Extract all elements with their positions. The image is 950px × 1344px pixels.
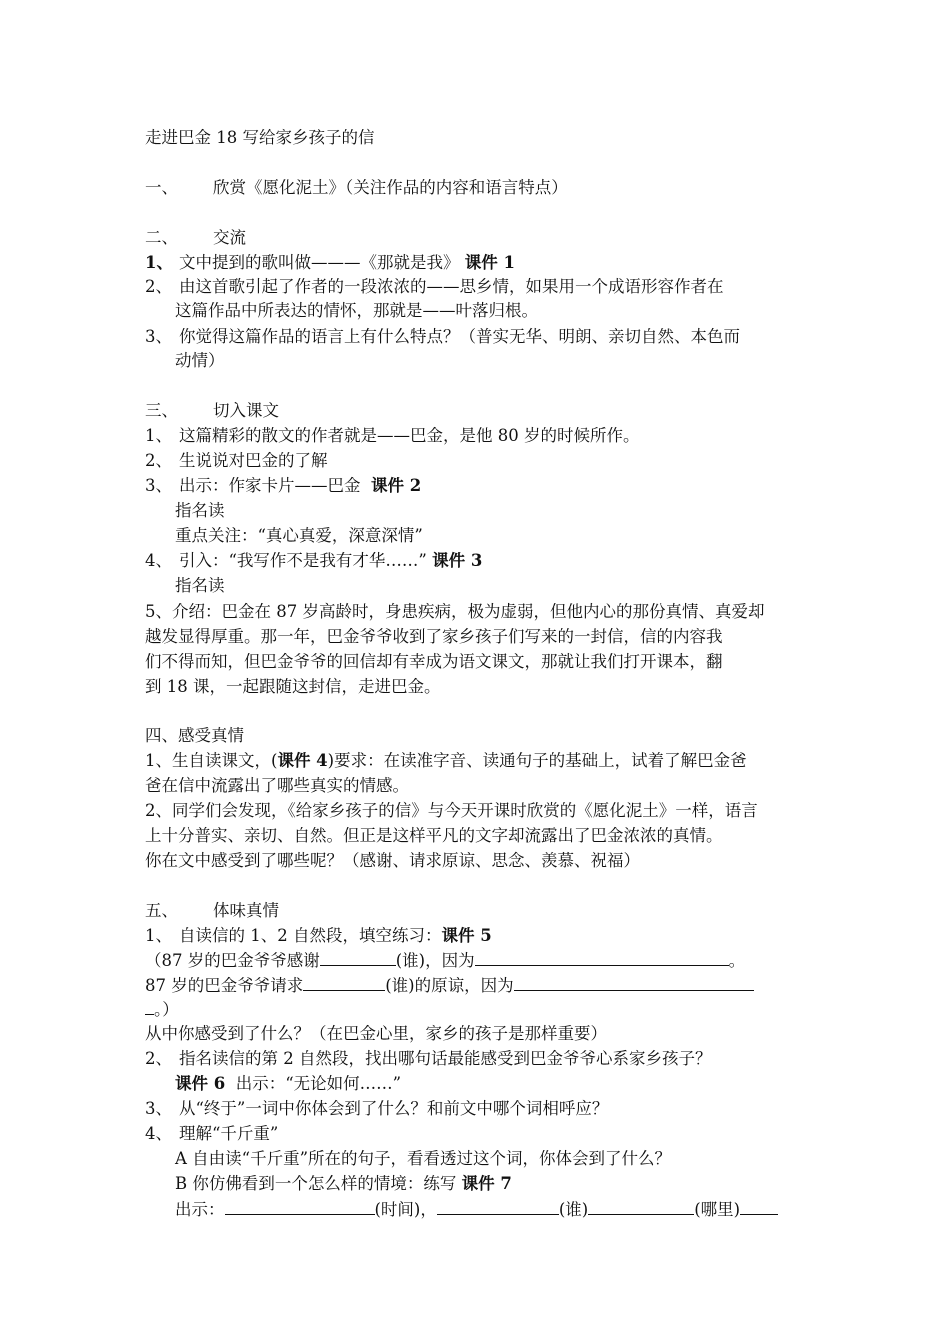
fill-text: （87 岁的巴金爷爷感谢 (145, 951, 320, 970)
list-item (145, 1047, 810, 1071)
item-text: 生说说对巴金的了解 (179, 451, 328, 470)
item-subline: 指名读 (175, 501, 225, 520)
item-text: 引入：“我写作不是我有才华……” (179, 551, 427, 570)
section-number: 三、 (145, 401, 178, 420)
fill-blank-line (145, 997, 810, 1022)
item-number: 3、 (145, 1099, 172, 1118)
list-item (145, 251, 810, 275)
list-item (145, 549, 810, 573)
list-item (145, 325, 810, 349)
item-subline (175, 1072, 840, 1096)
blank-line[interactable] (320, 948, 396, 966)
blank-line[interactable] (740, 1197, 778, 1215)
section-number: 一、 (145, 178, 178, 197)
list-item (145, 924, 810, 948)
paragraph-line: 越发显得厚重。那一年，巴金爷爷收到了家乡孩子们写来的一封信，信的内容我 (145, 627, 723, 646)
fill-text: 87 岁的巴金爷爷请求 (145, 976, 304, 995)
fill-text: 出示： (175, 1200, 225, 1219)
item-subline: 指名读 (175, 576, 225, 595)
blank-line[interactable] (225, 1197, 375, 1215)
courseware-ref: 课件 3 (432, 551, 483, 570)
list-item (145, 474, 810, 498)
item-number: 3、 (145, 327, 172, 346)
item-text: 从“终于”一词中你体会到了什么？和前文中哪个词相呼应？ (179, 1099, 609, 1118)
section-text: 交流 (213, 228, 246, 247)
fill-text: 。 (728, 951, 746, 970)
courseware-ref: 课件 4 (277, 751, 328, 770)
paragraph-line: 爸在信中流露出了哪些真实的情感。 (145, 776, 409, 795)
blank-line[interactable] (145, 997, 154, 1015)
fill-blank-line (145, 948, 825, 973)
courseware-ref: 课件 2 (371, 476, 422, 495)
paragraph-line: 你在文中感受到了哪些呢？（感谢、请求原谅、思念、羡慕、祝福） (145, 851, 640, 870)
fill-text: (哪里) (694, 1200, 741, 1219)
section-1-heading (145, 176, 810, 200)
section-2-heading (145, 226, 810, 250)
courseware-ref: 课件 6 (175, 1074, 226, 1093)
paragraph-line: 5、介绍：巴金在 87 岁高龄时，身患疾病，极为虚弱，但他内心的那份真情、真爱却 (145, 602, 765, 621)
section-text: 欣赏《愿化泥土》（关注作品的内容和语言特点） (213, 178, 568, 197)
blank-line[interactable] (588, 1197, 694, 1215)
paragraph-line: 到 18 课，一起跟随这封信，走进巴金。 (145, 677, 441, 696)
section-4-heading: 四、感受真情 (145, 726, 244, 745)
item-text: 这篇精彩的散文的作者就是——巴金，是他 80 岁的时候所作。 (179, 426, 640, 445)
item-text: 出示：“无论如何……” (235, 1074, 402, 1093)
section-number: 二、 (145, 228, 178, 247)
item-text: B 你仿佛看到一个怎么样的情境：练写 (175, 1174, 457, 1193)
blank-line[interactable] (475, 948, 729, 966)
fill-text: (时间)， (374, 1200, 437, 1219)
blank-line[interactable] (514, 973, 754, 991)
list-item (145, 275, 810, 299)
fill-blank-line (145, 973, 825, 998)
item-text: 出示：作家卡片——巴金 (179, 476, 361, 495)
item-text: 1、生自读课文，( (145, 751, 278, 770)
blank-line[interactable] (303, 973, 385, 991)
item-text: 自读信的 1、2 自然段，填空练习： (179, 926, 442, 945)
paragraph-line: 2、同学们会发现，《给家乡孩子的信》与今天开课时欣赏的《愿化泥土》一样，语言 (145, 801, 758, 820)
item-text: 你觉得这篇作品的语言上有什么特点？（普实无华、明朗、亲切自然、本色而 (179, 327, 740, 346)
item-number: 2、 (145, 1049, 172, 1068)
paragraph-line (145, 749, 810, 773)
courseware-ref: 课件 5 (441, 926, 492, 945)
fill-text: (谁)，因为 (395, 951, 475, 970)
item-continuation: 动情） (175, 351, 225, 370)
item-text: 文中提到的歌叫做———《那就是我》 (179, 253, 460, 272)
paragraph-line: 从中你感受到了什么？（在巴金心里，家乡的孩子是那样重要） (145, 1024, 607, 1043)
courseware-ref: 课件 7 (461, 1174, 512, 1193)
fill-blank-line (175, 1197, 815, 1222)
section-3-heading (145, 399, 810, 423)
item-number: 4、 (145, 551, 172, 570)
item-text: )要求：在读准字音、读通句子的基础上，试着了解巴金爸 (327, 751, 747, 770)
item-text: 指名读信的第 2 自然段，找出哪句话最能感受到巴金爷爷心系家乡孩子？ (179, 1049, 712, 1068)
item-continuation: 这篇作品中所表达的情怀，那就是——叶落归根。 (175, 301, 538, 320)
item-number: 1、 (145, 426, 172, 445)
blank-line[interactable] (437, 1197, 559, 1215)
item-text: 理解“千斤重” (179, 1124, 279, 1143)
item-subline: 重点关注：“真心真爱，深意深情” (175, 526, 423, 545)
item-number: 1、 (145, 253, 173, 272)
fill-text: 。） (154, 1000, 179, 1019)
list-item (145, 449, 810, 473)
item-subline (175, 1172, 840, 1196)
fill-text: (谁) (558, 1200, 589, 1219)
item-text: 由这首歌引起了作者的一段浓浓的——思乡情，如果用一个成语形容作者在 (179, 277, 724, 296)
section-text: 体味真情 (213, 901, 279, 920)
item-number: 3、 (145, 476, 172, 495)
list-item (145, 1097, 810, 1121)
item-number: 4、 (145, 1124, 172, 1143)
list-item (145, 424, 810, 448)
courseware-ref: 课件 1 (464, 253, 515, 272)
section-number: 五、 (145, 901, 178, 920)
paragraph-line: 上十分普实、亲切、自然。但正是这样平凡的文字却流露出了巴金浓浓的真情。 (145, 826, 723, 845)
fill-text: (谁)的原谅，因为 (385, 976, 514, 995)
paragraph-line: 们不得而知，但巴金爷爷的回信却有幸成为语文课文，那就让我们打开课本，翻 (145, 652, 723, 671)
section-text: 切入课文 (213, 401, 279, 420)
document-title: 走进巴金 18 写给家乡孩子的信 (145, 128, 375, 147)
item-number: 1、 (145, 926, 172, 945)
item-subline: A 自由读“千斤重”所在的句子，看看透过这个词，你体会到了什么？ (175, 1149, 672, 1168)
section-5-heading (145, 899, 810, 923)
list-item (145, 1122, 810, 1146)
item-number: 2、 (145, 277, 172, 296)
item-number: 2、 (145, 451, 172, 470)
